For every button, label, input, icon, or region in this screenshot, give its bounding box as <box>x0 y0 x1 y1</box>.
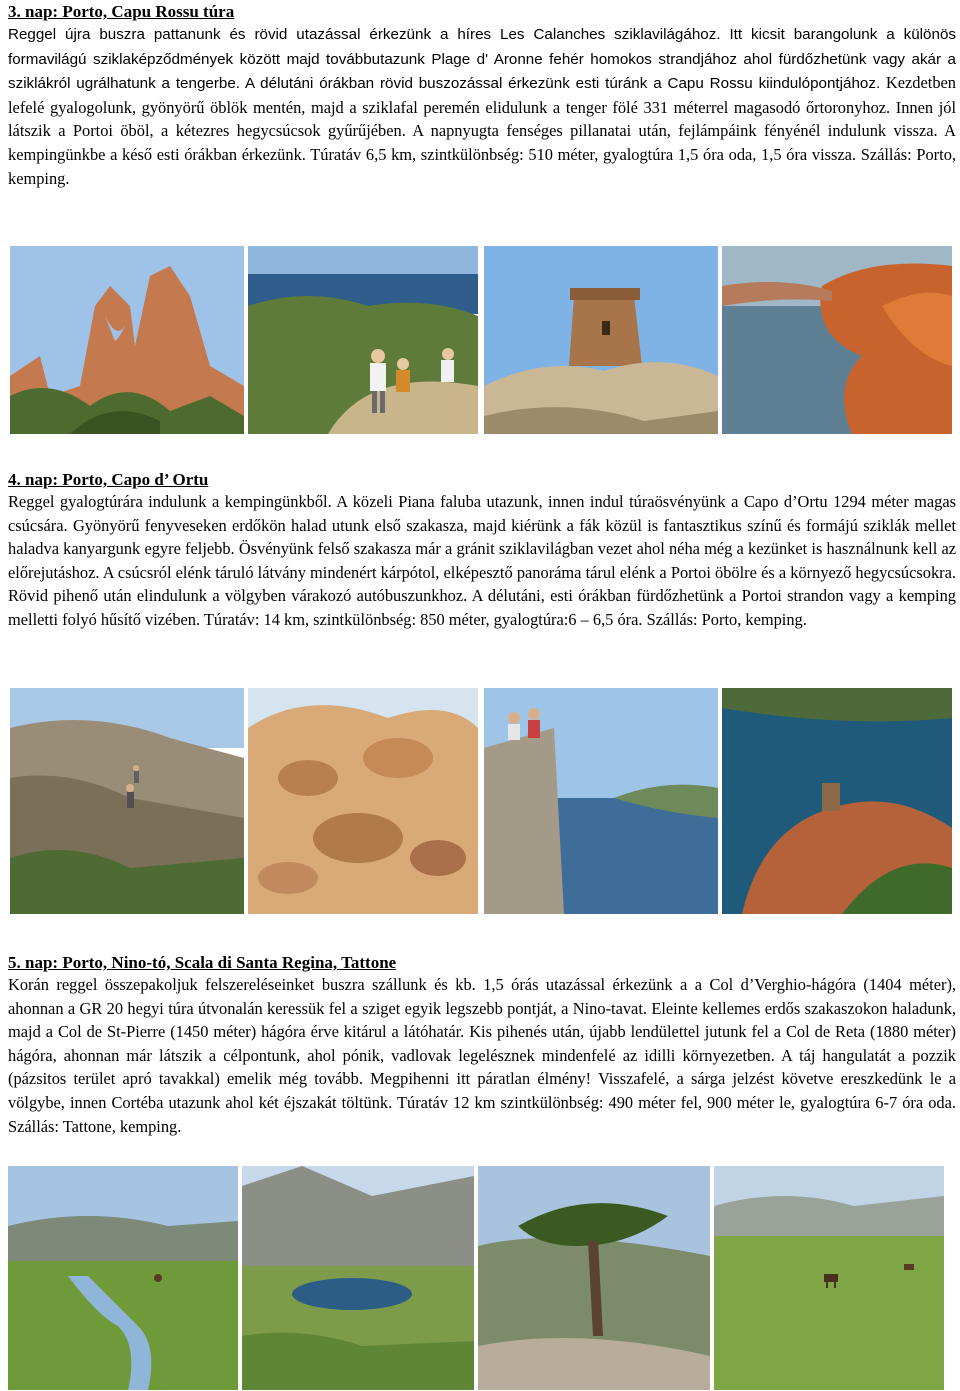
photo-calanches-rock <box>10 246 244 434</box>
day4-heading: 4. nap: Porto, Capo d’ Ortu <box>8 470 209 489</box>
photo-red-cliffs <box>722 246 952 434</box>
photo-horses-plateau <box>714 1166 944 1390</box>
photo-coastal-hikers <box>248 246 478 434</box>
photo-pozzi-meadow <box>8 1166 238 1390</box>
day5-heading: 5. nap: Porto, Nino-tó, Scala di Santa Regina, Tattone <box>8 953 397 972</box>
day4-section <box>8 470 956 632</box>
photo-hikers-cliff <box>484 688 718 914</box>
photo-windswept-tree <box>478 1166 710 1390</box>
day3-text-serif: Kezdetben lefelé gyalogolunk, gyönyörű öblök mentén, majd a sziklafal peremén elidulunk a tenger fölé 331 méterrel magasodó őrtoronyhoz. Innen jól látszik a Portoi öböl, a kétezres hegycsúcsok gyűrűjében. A napnyugta fenséges pillanatai után, fejlámpáink fényénél indulunk vissza. A kempingünkbe a késő esti órákban érkezünk. Túratáv 6,5 km, szintkülönbség: 510 méter, gyalogtúra 1,5 óra oda, 1,5 óra vissza. Szállás: Porto, kemping. <box>8 73 956 188</box>
day5-text: Korán reggel összepakoljuk felszereléseinket buszra szállunk és kb. 1,5 órás utazással érkezünk a a Col d’Verghio-hágóra (1404 méter), ahonnan a GR 20 hegyi túra útvonalán keressük fel a sziget egyik legszebb pontját, a Nino-tavat. Eleinte kellemes erdős szakaszokon haladunk, majd a Col de St-Pierre (1450 méter) hágóra érve kitárul a látóhatár. Kis pihenés után, újabb lendülettel jutunk fel a Col de Reta (1880 méter) hágóra, ahonnan már látszik a célpontunk, ahol pónik, vadlovak legelésznek mindenfelé az idilli környezetben. A táj hangulatát a pozzik (pázsitos terület apró tavakkal) emelik még tovább. Megpihenni itt páratlan élmény! Visszafelé, a sárga jelzést követve ereszkedünk le a völgybe, innen Cortéba utazunk ahol két éjszakát töltünk. Túratáv 12 km szintkülönbség: 490 méter fel, 900 méter le, gyalogtúra 6-7 óra oda. Szállás: Tattone, kemping. <box>8 975 956 1136</box>
day4-text: Reggel gyalogtúrára indulunk a kempingünkből. A közeli Piana faluba utazunk, innen indul túraösvényünk a Capo d’Ortu 1294 méter magas csúcsára. Gyönyörű fenyveseken erdőkön halad utunk első szakasza, majd kiérünk a fák közül is fantasztikus színű és formájú sziklák mellet haladva kanyargunk egyre feljebb. Ösvényünk felső szakasza már a gránit sziklavilágban vezet ahol néha még a kezünket is használnunk kell az előrejutáshoz. A csúcsról elénk táruló látvány mindenért kárpótol, elképesztő panoráma tárul elénk a Portoi öbölre és a környező hegycsúcsokra. Rövid pihenő után elindulunk a völgyben várakozó autóbuszunkhoz. A délutáni, esti órákban fürdőzhetünk a Portoi strandon vagy a kemping melletti folyó hűsítő vizében. Túratáv: 14 km, szintkülönbség: 850 méter, gyalogtúra:6 – 6,5 óra. Szállás: Porto, kemping. <box>8 492 956 629</box>
day3-text-sans: Reggel újra buszra pattanunk és rövid utazással érkezünk a híres Les Calanches sziklavilágához. Itt kicsit barangolunk a különös formavilágú sziklaképződmények között majd továbbutazunk Plage d' Aronne fehér homokos strandjához ahol fürdőzhetünk vagy akár a sziklákról ugrálhatunk a tengerbe. A délutáni órákban rövid buszozással érkezünk esti túránk a Capu Rossu kiindulópontjához. <box>8 26 956 93</box>
photo-porto-tower <box>722 688 952 914</box>
photo-tafoni-rock <box>248 688 478 914</box>
photo-rocky-trail <box>10 688 244 914</box>
day3-heading: 3. nap: Porto, Capu Rossu túra <box>8 2 235 21</box>
day3-text <box>8 22 956 190</box>
photo-genoese-tower <box>484 246 718 434</box>
photo-lake-nino <box>242 1166 474 1390</box>
day5-section <box>8 953 956 1138</box>
day3-section <box>8 2 956 190</box>
